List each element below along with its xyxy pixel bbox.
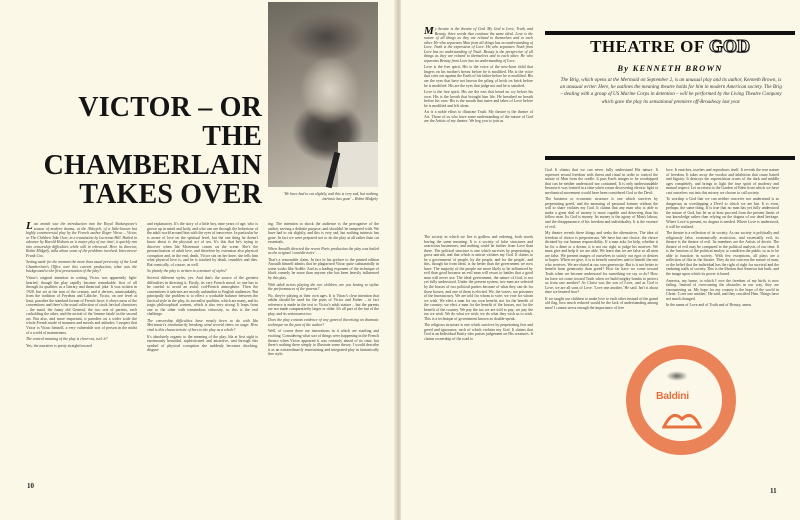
paragraph: ing. The intention to shock the audience is the prerogative of the author, serving a definite purpose, and shouldn't be tampered with. We have had to cut slightly, and this is very sad, but nothing intrinsic has gone. In fact we were prepared not to do the play at all rather than cut essentials.: [268, 222, 379, 245]
title-emphasis: GOD: [708, 36, 750, 56]
paragraph: In the name of Love and of Truth and of Beauty, amen.: [666, 303, 752, 308]
interview-question: When Anouilh directed the recent Paris production the play was hailed as the original 'comédie noire' . . .: [268, 246, 379, 256]
paragraph: To worship a God that we can neither conceive nor understand is as dangerous as worshipping a Devil to which we are kin. It is even, perhaps, the same thing. It is true that no man has yet fully understood the nature of God, but let us at least proceed from the present limits of our knowledge rather than relying on the dogma of our dead heritage. Where Love is present, no dogma is needed. Where Love is understood, it will be realised.: [666, 197, 779, 229]
interview-question: So plainly the play is written in a mixture of styles?: [147, 269, 227, 274]
left-page: [0, 0, 395, 520]
title-rule-top: [545, 31, 795, 35]
article-title-theatre-of-god: [545, 36, 795, 57]
paragraph: It's absolutely organic to the meaning of the play. Ida at first sight is enormously beautiful, sophisticated and attractive, and through this symbol of physical corruption she suddenly becomes shocking, disgust-: [147, 334, 258, 353]
interview-question: With adult actors playing the two children, are you having to stylise the performances of the parents?: [268, 282, 379, 292]
interview-question: The central meaning of the play is clear-cut, isn't it?: [26, 337, 108, 342]
paragraph: Several different styles, yes. And that's the source of the greatest difficulties in directing it. Firstly, its very French mood, so one has to be careful to avoid an awful cod-French atmosphere. Then the conventions it satirises are mostly unfamiliar to English audiences. But principally the problem is to effect a workable balance between the farcical style in the play, its surrealist qualities, which are many, and its tragic philosophical content, which is also very strong. It leaps from one to the other with tremendous virtuosity, so this is the real challenge.: [147, 276, 258, 317]
bird-icon: [666, 371, 688, 381]
paragraph: No, they're playing at their own ages. It is Vitrac's clear intention that adults should be used for the parts of Victor and Esther – in fact reference is made in the text to Victor's adult stature – but the parents are not made comparatively larger or older. It's all part of the fun of the play, and its seriousness too.: [268, 293, 379, 316]
drop-cap: M: [424, 27, 434, 37]
paragraph: love. It enriches, teaches and reproduces itself. It reveals the true nature of freedom. It takes away the voodoo and inhibition that cause hatred and bigotry. It destroys the superstitious crusts of the dark and middle ages completely, and brings to light the true spirit of modesty and mutual respect. Let us return to the Garden of Eden from which we have cast ourselves out into this misery we choose to call society.: [666, 168, 779, 195]
paragraph: Last month saw the introduction into the Royal Shakespeare's season of modern drama, at the Aldwych, of a little-known but highly controversial play by the French author Roger Vitrac – Victor, or The Children Take Over, in a translation by Lucienne Hill. Hailed in advance by Harold Hobson as 'a major play of our time', it quickly ran into censorship difficulties while still in rehearsal. Here its director, Robin Midgely, talks about some of the problems involved. Interviewer Frank Cox.: [26, 222, 137, 258]
article-column-1-continued: [424, 235, 533, 470]
title-rule-bottom: [545, 156, 795, 160]
paragraph: That's a reasonable claim. In fact in his preface to the printed edition Anouilh himself admits that he plagiarised Vitrac quite substantially in some works like Ardèle. And as a leading exponent of the technique of black comedy he more than anyone else has been heavily influenced by this play.: [268, 257, 379, 281]
standfirst: The Brig, which opens at the Mermaid on September 2, is an unusual play and its author, Kenneth Brown, is an unusual writer. Here, he outlines the meaning theatre holds for him in modern American society. The Brig – dealing with a group of US Marine Corps in detention – will be performed by the Living Theatre Company which gave the play its sensational premiere off-Broadway last year.: [560, 77, 782, 105]
paragraph: God. It claims that we can never fully understand His nature. It represses sexual freedom with threat and ritual in order to control the nature of Man from the cradle. It puts Earth images to be worshipped that can be neither understood nor contained. It is only understandable because it was formed in a time when a man discovering electric light or mechanical movement would have been considered God or the Devil.: [545, 168, 658, 195]
article-column-2: [147, 222, 258, 470]
interview-question: Does the play contain evidence of any general theorising on dramatic technique on the part of the author?: [268, 318, 379, 327]
photo-caption: 'We have had to cut slightly, and this is very sad, but nothing intrinsic has gone' – Robin Midgely: [283, 192, 378, 201]
paragraph: Well, of course there are innovations in it which are startling and exciting. Considering what sort of things were happening in the French theatre when Victor appeared it was certainly ahead of its time, but there's nothing there simply to illustrate some theory. I would describe it as an extraordinarily entertaining and integrated play in fantastically fine style.: [268, 329, 379, 357]
paragraph: Love is the free spirit. His is the voice of the new-born child that lingers on his mother's breast before he is modified. His is the voice that cries out against the Earth of his father before he is modified. His are the eyes that have not known the piling of brick on brick before he is modified. His are the eyes that judge not and he is satisfied.: [424, 65, 533, 88]
paragraph: The business or economic structure is one which survives by perpetrating greed, and the amassing of personal fortune without the will to share violates my God. It claims that any man who is able to make a great deal of money is more capable and deserving than his fellow man. Its God is money. Its money is the agony of Man's labour, and the disappearance of his freedom and individuality. It is the essence of evil.: [545, 197, 658, 229]
byline: By KENNETH BROWN: [617, 63, 723, 73]
article-column-3: [268, 222, 379, 470]
watermark-stamp: [626, 345, 736, 455]
title-line: VICTOR – OR: [78, 92, 262, 123]
title-line: THE CHAMBERLAIN: [43, 121, 262, 181]
page-number: 10: [27, 482, 34, 490]
watermark-label: Baldini: [656, 390, 689, 402]
paragraph: My theatre is the theatre of God. My God is Love, Truth, and Beauty, three words that continue the same ideal. Love is the nature of all things as they are related to themselves and to each other. He who separates Man from all things has no understanding of Love. Truth is the expression of Love. He who separates Truth from Love has no understanding of Truth. Beauty is the perspective of all things as they are related to themselves and to each other. He who separates Beauty from Love has no understanding of Love.: [424, 27, 533, 63]
photo-shirt: [338, 142, 378, 187]
paragraph: Art is a noble effort to illustrate Truth. My theatre is the theatre of Art. Those of us who have some understanding of the nature of God are the Artists of my theatre. We beg you to join us.: [424, 110, 533, 124]
article-column-1: [26, 222, 137, 470]
paragraph: Yes, the narrative is pretty straightforward: [26, 343, 92, 348]
paragraph: Vitrac's original intention in writing Victor was apparently light-hearted, though the play rapidly became remarkable, first of all through its qualities as a literary and theatrical joke. It was written in 1928, but set at the turn of the century, and it derives, unmistakably, from the tradition of Feydeau and Labiche. Victor, on one level at least, parodies the standard format of French farce; it obeys most of the conventions and there's the usual collection of stock farcical characters – the maid, the funny old General, the two sets of parents, each cuckolding the other, and the arrival of the 'femme fatale' in the second act. But also, and more important, it parodies on a wider scale the whole French mode of manners and morals and attitudes. I suspect that Victor is Vitrac himself, a very vulnerable sort of person in the midst of a world of mannerisms.: [26, 276, 137, 335]
paragraph: The society in which we live is godless and ordering, both words having the same meaning. It is a society of false structures and avaricious businesses, and nothing could be further from Love than these. The political structure is one which survives by perpetrating a gross untruth, and that which is untrue violates my God. It claims to be a government 'of people, by the people, and for the people', and this, though far from ideal, is far better than the government we now have. The majority of the people are more likely to be influenced by evil than good because an evil man will resort to battles that a good man will never use. The ideal government, the nature of God, is not yet fully understood. Under the present system, two men are selected by the bosses of two political parties because of what they can do for those bosses, and one of them is elected. We, the voters, are prisoners of the bureaucracy. We are told for whom to vote; we vote for whom we wish. We elect a man for our own benefit, not for the benefit of the country; we elect a man for the benefit of the bosses, not for the benefit of the country. We pay the tax we are told to pay; we pay the tax we wish. We do what we wish; we do what they wish us to wish. This is a technique of government known as double-speak.: [424, 235, 533, 321]
paragraph: America, my home, to which I owe the freedom of my birth, is now failing. Instead of overcoming the obstacles in our way, they are encountering us. My hope for my country is the hope of the world in Christ: 'Love one another,' He said, and they crucified Him. Things have not much changed.: [666, 278, 779, 301]
article-title-victor: [0, 93, 262, 209]
title-prefix: THEATRE OF: [590, 37, 705, 56]
portrait-photo: [268, 2, 378, 187]
paragraph: and explanatory. It's the story of a little boy, nine years of age, who is grown up in mind and body, and who can see through the behaviour of the adult world around him with the eyes of innocence. In particular he is aware of love on the spiritual level, but the one thing he doesn't know about is the physical act of sex. It's this that he's trying to discover when Ida Mortemart comes on the scene. She's the personification of adult love, and therefore by extension also physical corruption and, in the end, death. Victor sits on her knee, she tells him what physical love is, and he is touched by death, crumbles and dies. But comically, of course, as well.: [147, 222, 258, 267]
paragraph: The theatre is a reflection of its society. As our society is politically and religiously false, economically avaricious, and essentially evil, its theatre is the theatre of evil. Its members are the Artists of deceit. The theatre of evil may be compared to the political analysis of our time. It is the function of the political analyst to condition the public so as to be able to function in society. With few exceptions, all plays are a reflection of this in the theatre. They do not concern the nature of man, or the belief that the individual has the right of right for survival and the enduring walls of society. This is the illusion that America has built, and the image upon which its power is based.: [666, 231, 779, 277]
interview-question: The censorship difficulties have mostly been to do with Ida Mortemart's involuntarily breaking wind several times on stage. How vital is this characteristic of hers to the play as a whole?: [147, 318, 258, 333]
paragraph: Love is the free spirit. His are the ears that heard no cry before his own. His is the breath that brought him life. He breathed no breath before his own. His is the mouth that tastes and takes of Love before he is modified and left alone.: [424, 90, 533, 108]
paragraph: If we taught our children to make love to each other instead of the grand old flag, how much reduced would be the lack of understanding among men! I cannot stress enough the importance of free: [545, 296, 658, 310]
article-column-1: [424, 27, 533, 233]
paragraph: The religious structure is one which survives by perpetrating fear and greed and ignorance, each of which violates my God. It claims that God is an Individual Entity who passes judgement on His creatures. It claims ownership of the road to: [424, 323, 533, 342]
page-number: 11: [770, 487, 777, 495]
paragraph: My theatre reveals these things and seeks the alternatives. The idea of freedom of choice is preposterous. We have but one choice, the choice dictated by our human responsibility. If a man asks for help, whether it be for a dime or a dream, it is not our right to judge his motives. We must give and help if we are able. We learn that we are false so all men are false. We present images of ourselves to satisfy our egos or desires or hopes. When we give, it is to benefit ourselves and to benefit the one who receives. We are elated at our own generosity. But is it not better to benefit from generosity than greed? How far have we come toward Truth when we become understood for something we say or do? How far have we come toward Truth when we build mighty bombs to protect us from one another? As Christ was the son of Love, and as God is Love, we are all sons of Love. 'Love one another,' He said. Isn't it about time we learned how?: [545, 231, 658, 295]
drop-cap: L: [26, 222, 33, 232]
title-line: TAKES OVER: [79, 179, 262, 210]
open-book-icon: [662, 407, 702, 429]
interview-question: Setting aside for the moment the more than usual perversity of the Lord Chamberlain's Office over this current production, what was the background to the first presentation of the play?: [26, 260, 137, 274]
